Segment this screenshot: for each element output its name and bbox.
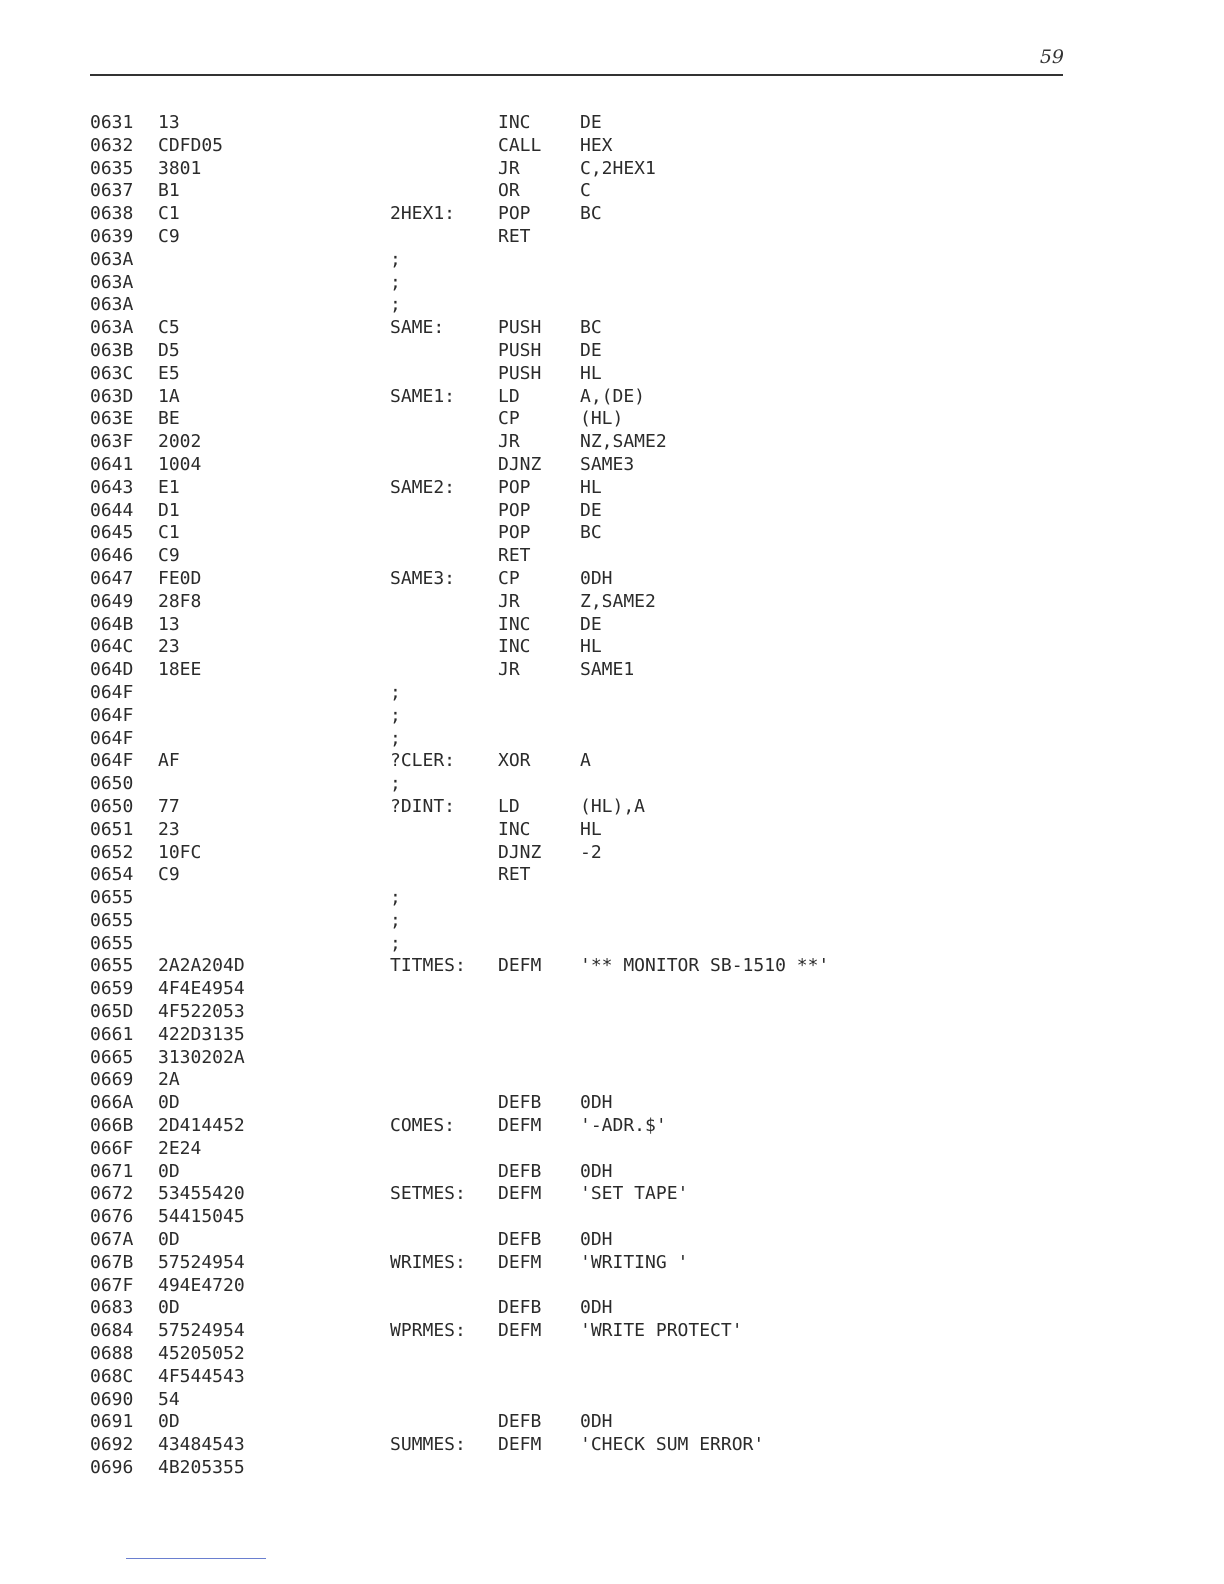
listing-operand: HL	[580, 476, 602, 498]
listing-address: 063B	[90, 339, 134, 361]
listing-opcode: XOR	[498, 750, 531, 772]
listing-machine-code: 54415045	[158, 1206, 245, 1228]
listing-address: 0637	[90, 180, 134, 202]
listing-machine-code: 4B205355	[158, 1457, 245, 1479]
listing-machine-code: 53455420	[158, 1183, 245, 1205]
listing-row	[90, 180, 1090, 203]
listing-row	[90, 887, 1090, 910]
listing-row	[90, 864, 1090, 887]
listing-machine-code: 494E4720	[158, 1274, 245, 1296]
listing-machine-code: 4F4E4954	[158, 978, 245, 1000]
listing-row	[90, 454, 1090, 477]
listing-row	[90, 545, 1090, 568]
listing-machine-code: 13	[158, 112, 180, 133]
page-number: 59	[1039, 46, 1064, 68]
listing-label: SAME:	[390, 317, 445, 339]
listing-opcode: RET	[498, 545, 531, 567]
listing-address: 0684	[90, 1320, 134, 1342]
listing-address: 064F	[90, 727, 134, 749]
listing-machine-code: 2002	[158, 431, 202, 453]
listing-opcode: DEFB	[498, 1229, 542, 1251]
listing-row	[90, 1092, 1090, 1115]
listing-machine-code: 2D414452	[158, 1115, 245, 1137]
listing-address: 0665	[90, 1046, 134, 1068]
listing-address: 0655	[90, 887, 134, 909]
listing-row	[90, 1252, 1090, 1275]
listing-operand: NZ,SAME2	[580, 431, 667, 453]
listing-operand: C,2HEX1	[580, 157, 656, 179]
listing-row	[90, 1434, 1090, 1457]
listing-row	[90, 1457, 1090, 1480]
listing-row	[90, 272, 1090, 295]
listing-row	[90, 1206, 1090, 1229]
listing-row	[90, 682, 1090, 705]
listing-opcode: DEFM	[498, 1251, 542, 1273]
listing-address: 0655	[90, 932, 134, 954]
listing-row	[90, 340, 1090, 363]
listing-row	[90, 112, 1090, 135]
listing-operand: HL	[580, 636, 602, 658]
listing-opcode: LD	[498, 385, 520, 407]
listing-address: 0641	[90, 453, 134, 475]
listing-row	[90, 1275, 1090, 1298]
listing-opcode: JR	[498, 659, 520, 681]
listing-address: 0655	[90, 909, 134, 931]
listing-address: 0655	[90, 955, 134, 977]
listing-machine-code: 18EE	[158, 659, 202, 681]
listing-operand: BC	[580, 203, 602, 225]
listing-address: 064F	[90, 681, 134, 703]
listing-opcode: POP	[498, 499, 531, 521]
listing-machine-code: 422D3135	[158, 1023, 245, 1045]
listing-address: 0652	[90, 841, 134, 863]
listing-operand: 0DH	[580, 1411, 613, 1433]
listing-row	[90, 978, 1090, 1001]
listing-opcode: DEFM	[498, 1320, 542, 1342]
listing-machine-code: E1	[158, 476, 180, 498]
listing-machine-code: 77	[158, 795, 180, 817]
listing-opcode: CP	[498, 408, 520, 430]
listing-address: 0644	[90, 499, 134, 521]
listing-opcode: PUSH	[498, 362, 542, 384]
listing-row	[90, 1001, 1090, 1024]
listing-machine-code: 2E24	[158, 1137, 202, 1159]
listing-row	[90, 158, 1090, 181]
listing-label: ;	[390, 704, 401, 726]
listing-label: ;	[390, 271, 401, 293]
listing-operand: '-ADR.$'	[580, 1115, 667, 1137]
listing-address: 0649	[90, 590, 134, 612]
listing-machine-code: 0D	[158, 1160, 180, 1182]
listing-operand: (HL)	[580, 408, 624, 430]
listing-row	[90, 1161, 1090, 1184]
listing-machine-code: 45205052	[158, 1343, 245, 1365]
listing-operand: BC	[580, 317, 602, 339]
listing-row	[90, 135, 1090, 158]
listing-opcode: PUSH	[498, 317, 542, 339]
listing-machine-code: 0D	[158, 1229, 180, 1251]
listing-address: 0688	[90, 1343, 134, 1365]
listing-address: 063A	[90, 271, 134, 293]
listing-machine-code: 3130202A	[158, 1046, 245, 1068]
listing-row	[90, 226, 1090, 249]
listing-operand: 'WRITE PROTECT'	[580, 1320, 743, 1342]
listing-row	[90, 819, 1090, 842]
listing-opcode: POP	[498, 203, 531, 225]
listing-machine-code: D5	[158, 339, 180, 361]
listing-machine-code: C1	[158, 522, 180, 544]
listing-address: 063C	[90, 362, 134, 384]
listing-operand: Z,SAME2	[580, 590, 656, 612]
listing-machine-code: 43484543	[158, 1434, 245, 1456]
listing-row	[90, 477, 1090, 500]
listing-row	[90, 1138, 1090, 1161]
listing-opcode: OR	[498, 180, 520, 202]
listing-machine-code: 13	[158, 613, 180, 635]
listing-machine-code: 28F8	[158, 590, 202, 612]
listing-address: 068C	[90, 1365, 134, 1387]
listing-address: 0647	[90, 567, 134, 589]
listing-address: 064D	[90, 659, 134, 681]
listing-machine-code: 23	[158, 636, 180, 658]
listing-row	[90, 294, 1090, 317]
listing-machine-code: 2A2A204D	[158, 955, 245, 977]
listing-row	[90, 249, 1090, 272]
listing-machine-code: CDFD05	[158, 134, 224, 156]
listing-row	[90, 591, 1090, 614]
listing-operand: HL	[580, 362, 602, 384]
listing-row	[90, 568, 1090, 591]
listing-label: ;	[390, 932, 401, 954]
listing-operand: BC	[580, 522, 602, 544]
listing-row	[90, 614, 1090, 637]
listing-operand: DE	[580, 112, 602, 133]
listing-address: 0683	[90, 1297, 134, 1319]
listing-row	[90, 1069, 1090, 1092]
listing-address: 0632	[90, 134, 134, 156]
listing-machine-code: 57524954	[158, 1320, 245, 1342]
listing-machine-code: 1A	[158, 385, 180, 407]
listing-label: ?CLER:	[390, 750, 456, 772]
listing-address: 063A	[90, 317, 134, 339]
listing-row	[90, 1229, 1090, 1252]
listing-machine-code: C9	[158, 864, 180, 886]
listing-machine-code: 54	[158, 1388, 180, 1410]
listing-address: 0645	[90, 522, 134, 544]
listing-row	[90, 1343, 1090, 1366]
listing-label: ;	[390, 909, 401, 931]
listing-opcode: DEFM	[498, 1434, 542, 1456]
listing-opcode: DEFM	[498, 1115, 542, 1137]
listing-row	[90, 796, 1090, 819]
listing-label: SETMES:	[390, 1183, 466, 1205]
listing-operand: HL	[580, 818, 602, 840]
listing-label: SAME2:	[390, 476, 456, 498]
listing-row	[90, 1183, 1090, 1206]
listing-machine-code: AF	[158, 750, 180, 772]
listing-machine-code: 10FC	[158, 841, 202, 863]
listing-address: 063F	[90, 431, 134, 453]
listing-operand: -2	[580, 841, 602, 863]
listing-row	[90, 1320, 1090, 1343]
listing-machine-code: 0D	[158, 1092, 180, 1114]
listing-row	[90, 203, 1090, 226]
listing-label: ;	[390, 681, 401, 703]
listing-row	[90, 636, 1090, 659]
listing-opcode: POP	[498, 522, 531, 544]
listing-machine-code: 0D	[158, 1411, 180, 1433]
listing-opcode: PUSH	[498, 339, 542, 361]
listing-operand: 'WRITING '	[580, 1251, 689, 1273]
listing-label: ;	[390, 248, 401, 270]
listing-row	[90, 773, 1090, 796]
listing-label: ;	[390, 773, 401, 795]
footer-rule	[126, 1558, 266, 1559]
listing-label: ?DINT:	[390, 795, 456, 817]
listing-address: 066F	[90, 1137, 134, 1159]
listing-machine-code: 1004	[158, 453, 202, 475]
listing-row	[90, 1366, 1090, 1389]
listing-machine-code: D1	[158, 499, 180, 521]
listing-address: 0654	[90, 864, 134, 886]
listing-opcode: INC	[498, 818, 531, 840]
listing-row	[90, 910, 1090, 933]
listing-machine-code: 4F544543	[158, 1365, 245, 1387]
listing-operand: A	[580, 750, 591, 772]
listing-address: 0651	[90, 818, 134, 840]
listing-operand: 0DH	[580, 1160, 613, 1182]
assembly-listing	[90, 112, 1090, 1480]
listing-opcode: DEFB	[498, 1411, 542, 1433]
listing-row	[90, 750, 1090, 773]
listing-machine-code: 0D	[158, 1297, 180, 1319]
listing-label: SUMMES:	[390, 1434, 466, 1456]
listing-machine-code: C9	[158, 225, 180, 247]
listing-operand: DE	[580, 339, 602, 361]
listing-row	[90, 1411, 1090, 1434]
listing-opcode: DJNZ	[498, 841, 542, 863]
listing-address: 067A	[90, 1229, 134, 1251]
listing-machine-code: C5	[158, 317, 180, 339]
listing-address: 0650	[90, 773, 134, 795]
listing-label: COMES:	[390, 1115, 456, 1137]
listing-address: 0639	[90, 225, 134, 247]
listing-address: 0672	[90, 1183, 134, 1205]
listing-label: SAME1:	[390, 385, 456, 407]
listing-opcode: DEFM	[498, 955, 542, 977]
listing-operand: A,(DE)	[580, 385, 646, 407]
listing-row	[90, 386, 1090, 409]
listing-machine-code: BE	[158, 408, 180, 430]
listing-opcode: POP	[498, 476, 531, 498]
listing-row	[90, 408, 1090, 431]
listing-address: 063A	[90, 248, 134, 270]
listing-machine-code: C9	[158, 545, 180, 567]
listing-label: WPRMES:	[390, 1320, 466, 1342]
listing-row	[90, 1115, 1090, 1138]
listing-address: 067B	[90, 1251, 134, 1273]
listing-address: 066A	[90, 1092, 134, 1114]
listing-address: 065D	[90, 1001, 134, 1023]
listing-opcode: RET	[498, 864, 531, 886]
listing-operand: 0DH	[580, 1092, 613, 1114]
header-rule	[90, 74, 1063, 76]
listing-opcode: INC	[498, 613, 531, 635]
listing-address: 067F	[90, 1274, 134, 1296]
listing-address: 0646	[90, 545, 134, 567]
listing-address: 064B	[90, 613, 134, 635]
listing-address: 064F	[90, 750, 134, 772]
listing-machine-code: 23	[158, 818, 180, 840]
listing-address: 064C	[90, 636, 134, 658]
listing-machine-code: FE0D	[158, 567, 202, 589]
listing-address: 0671	[90, 1160, 134, 1182]
listing-opcode: RET	[498, 225, 531, 247]
listing-row	[90, 1389, 1090, 1412]
listing-machine-code: 57524954	[158, 1251, 245, 1273]
listing-opcode: INC	[498, 112, 531, 133]
listing-operand: 'SET TAPE'	[580, 1183, 689, 1205]
listing-row	[90, 1024, 1090, 1047]
listing-opcode: DEFB	[498, 1160, 542, 1182]
listing-label: SAME3:	[390, 567, 456, 589]
listing-machine-code: E5	[158, 362, 180, 384]
listing-row	[90, 842, 1090, 865]
listing-row	[90, 522, 1090, 545]
listing-opcode: LD	[498, 795, 520, 817]
listing-opcode: DEFB	[498, 1092, 542, 1114]
listing-machine-code: 3801	[158, 157, 202, 179]
listing-address: 0635	[90, 157, 134, 179]
listing-machine-code: B1	[158, 180, 180, 202]
listing-operand: '** MONITOR SB-1510 **'	[580, 955, 830, 977]
listing-label: ;	[390, 887, 401, 909]
listing-operand: 'CHECK SUM ERROR'	[580, 1434, 765, 1456]
listing-address: 0650	[90, 795, 134, 817]
listing-machine-code: 4F522053	[158, 1001, 245, 1023]
listing-label: ;	[390, 294, 401, 316]
listing-address: 0669	[90, 1069, 134, 1091]
listing-operand: 0DH	[580, 1297, 613, 1319]
listing-address: 0692	[90, 1434, 134, 1456]
listing-operand: (HL),A	[580, 795, 646, 817]
listing-row	[90, 933, 1090, 956]
listing-address: 063A	[90, 294, 134, 316]
listing-row	[90, 431, 1090, 454]
listing-opcode: DEFB	[498, 1297, 542, 1319]
listing-row	[90, 659, 1090, 682]
listing-row	[90, 955, 1090, 978]
listing-operand: HEX	[580, 134, 613, 156]
listing-operand: C	[580, 180, 591, 202]
listing-address: 0676	[90, 1206, 134, 1228]
listing-row	[90, 1297, 1090, 1320]
listing-row	[90, 500, 1090, 523]
listing-address: 0690	[90, 1388, 134, 1410]
listing-opcode: INC	[498, 636, 531, 658]
listing-label: WRIMES:	[390, 1251, 466, 1273]
listing-opcode: DJNZ	[498, 453, 542, 475]
listing-address: 0638	[90, 203, 134, 225]
listing-operand: SAME3	[580, 453, 635, 475]
listing-operand: SAME1	[580, 659, 635, 681]
listing-label: TITMES:	[390, 955, 466, 977]
listing-address: 0691	[90, 1411, 134, 1433]
listing-opcode: DEFM	[498, 1183, 542, 1205]
listing-address: 063E	[90, 408, 134, 430]
listing-address: 064F	[90, 704, 134, 726]
listing-label: 2HEX1:	[390, 203, 456, 225]
listing-opcode: CALL	[498, 134, 542, 156]
listing-address: 0631	[90, 112, 134, 133]
listing-row	[90, 363, 1090, 386]
listing-label: ;	[390, 727, 401, 749]
listing-machine-code: C1	[158, 203, 180, 225]
listing-address: 0661	[90, 1023, 134, 1045]
listing-address: 0643	[90, 476, 134, 498]
listing-opcode: JR	[498, 590, 520, 612]
listing-operand: 0DH	[580, 1229, 613, 1251]
listing-address: 0659	[90, 978, 134, 1000]
listing-address: 0696	[90, 1457, 134, 1479]
listing-operand: DE	[580, 499, 602, 521]
listing-row	[90, 1047, 1090, 1070]
listing-opcode: CP	[498, 567, 520, 589]
listing-operand: 0DH	[580, 567, 613, 589]
listing-row	[90, 728, 1090, 751]
listing-machine-code: 2A	[158, 1069, 180, 1091]
listing-operand: DE	[580, 613, 602, 635]
listing-row	[90, 705, 1090, 728]
listing-row	[90, 317, 1090, 340]
listing-opcode: JR	[498, 431, 520, 453]
listing-address: 066B	[90, 1115, 134, 1137]
listing-opcode: JR	[498, 157, 520, 179]
listing-address: 063D	[90, 385, 134, 407]
